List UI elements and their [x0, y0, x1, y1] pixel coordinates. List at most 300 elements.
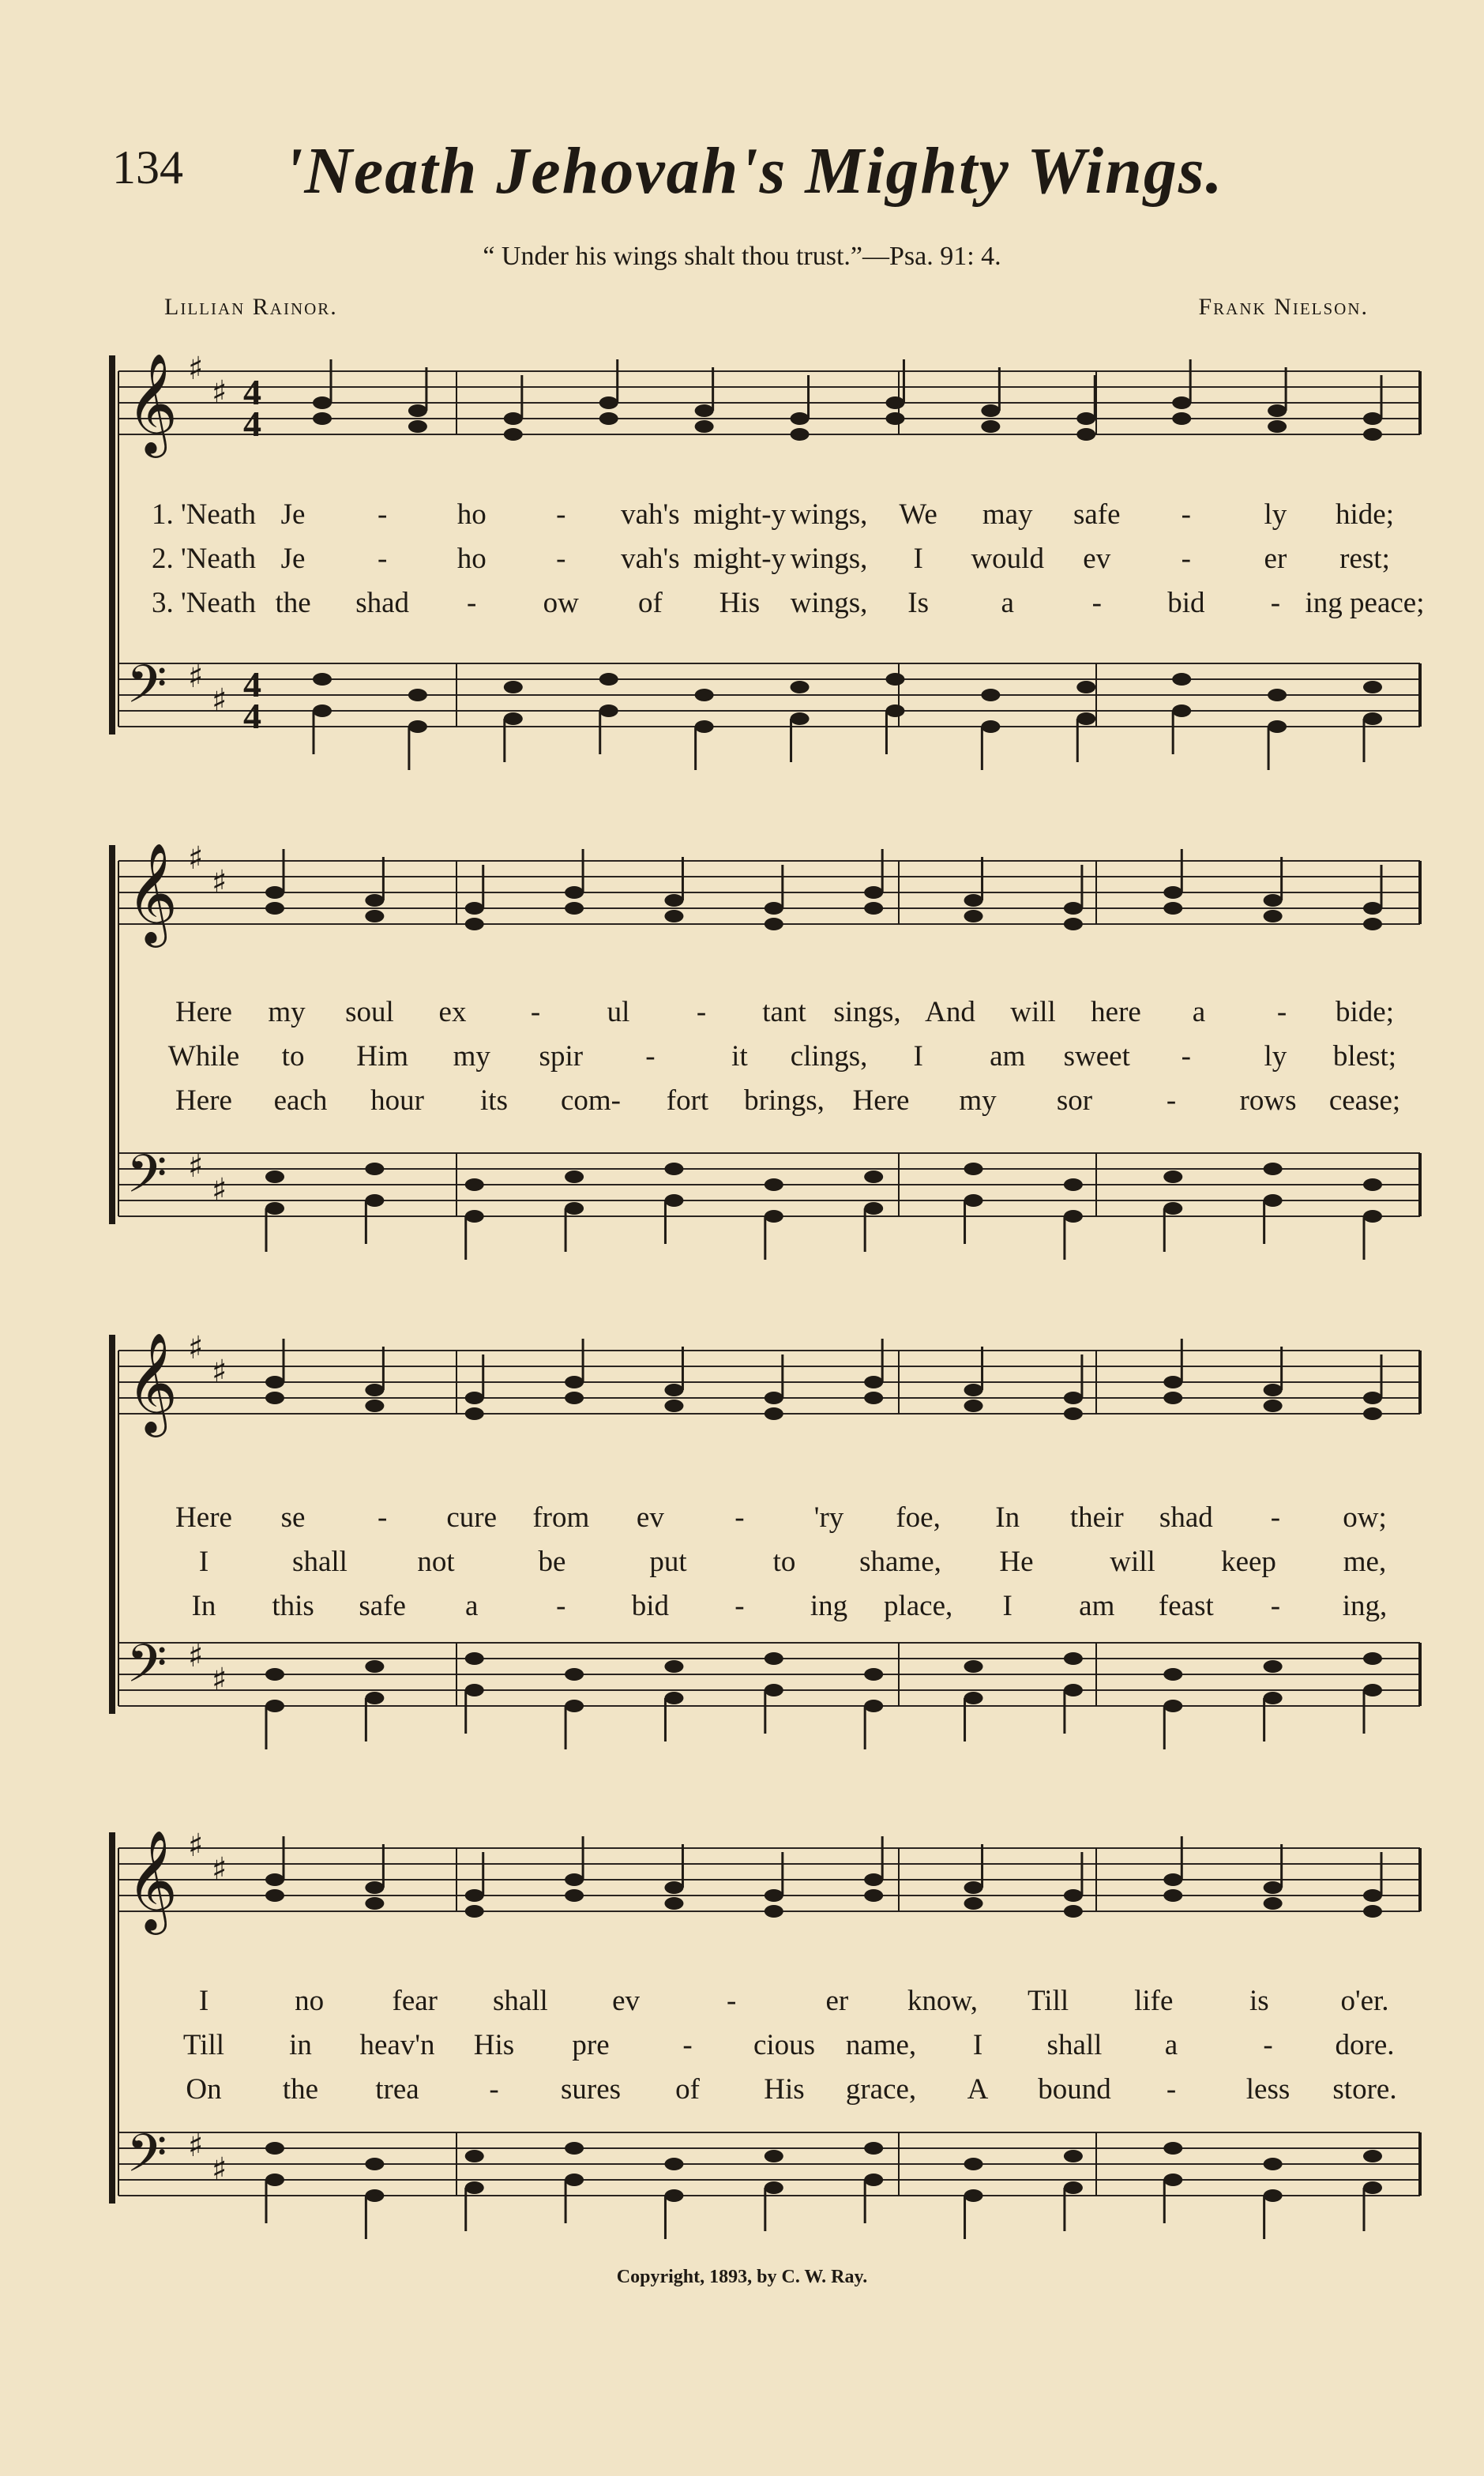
lyric-syllable: sures — [560, 2073, 622, 2106]
note-head — [365, 2158, 384, 2170]
note-head — [1076, 412, 1095, 425]
note-head — [664, 1400, 683, 1412]
lyric-syllable: would — [971, 543, 1044, 575]
sharp-icon: ♯ — [212, 2151, 227, 2188]
note-head — [964, 1660, 983, 1673]
note-head — [265, 902, 284, 915]
lyric-syllable: am — [1079, 1590, 1115, 1622]
lyric-syllable: er — [1264, 543, 1287, 575]
lyric-syllable: cease; — [1328, 1084, 1401, 1117]
lyric-syllable: - — [1181, 498, 1192, 531]
lyric-syllable: er — [825, 1985, 849, 2017]
lyric-syllable: brings, — [744, 1084, 825, 1117]
note-head — [864, 1376, 883, 1388]
note-head — [864, 1873, 883, 1886]
note-head — [1163, 1668, 1182, 1681]
note-head — [981, 404, 1000, 417]
note-head — [465, 1684, 484, 1696]
note-head — [1163, 1202, 1182, 1215]
lyric-syllable: I — [198, 1546, 209, 1578]
lyric-syllable: safe — [1073, 498, 1121, 531]
note-head — [565, 1668, 584, 1681]
lyric-syllable: be — [538, 1546, 566, 1578]
note-head — [265, 1392, 284, 1404]
note-head — [1363, 918, 1382, 930]
lyric-syllable: Here — [175, 1084, 232, 1117]
lyric-syllable: rest; — [1339, 543, 1390, 575]
lyric-syllable: bid — [1167, 587, 1205, 619]
note-head — [504, 712, 523, 725]
sharp-icon: ♯ — [188, 2128, 204, 2164]
sharp-icon: ♯ — [212, 1172, 227, 1208]
lyric-syllable: Je — [280, 543, 306, 575]
lyric-syllable: its — [480, 1084, 508, 1117]
lyric-syllable: se — [280, 1501, 306, 1534]
note-head — [1163, 2142, 1182, 2155]
lyric-syllable: Here — [175, 996, 232, 1028]
lyric-line — [109, 1545, 1428, 1584]
lyric-syllable: 1. 'Neath — [151, 498, 257, 531]
note-head — [1163, 2174, 1182, 2186]
note-head — [1264, 1881, 1283, 1894]
lyric-line — [109, 1589, 1428, 1629]
note-head — [408, 404, 427, 417]
lyric-syllable: - — [727, 1985, 737, 2017]
sharp-icon: ♯ — [188, 1828, 204, 1864]
note-head — [1363, 1905, 1382, 1918]
note-head — [1268, 689, 1287, 701]
note-head — [265, 1889, 284, 1902]
lyric-syllable: - — [377, 498, 388, 531]
note-head — [964, 2158, 983, 2170]
lyric-syllable: a — [1001, 587, 1014, 619]
note-head — [265, 1202, 284, 1215]
lyric-syllable: me, — [1343, 1546, 1387, 1578]
lyric-syllable: clings, — [790, 1040, 868, 1073]
note-head — [1264, 1692, 1283, 1704]
note-head — [265, 2174, 284, 2186]
note-head — [765, 1652, 783, 1665]
note-head — [765, 1392, 783, 1404]
lyric-line — [109, 1084, 1428, 1123]
sharp-icon: ♯ — [188, 351, 204, 387]
lyric-line — [109, 995, 1428, 1035]
lyric-syllable: I — [972, 2029, 983, 2061]
lyric-syllable: ex — [438, 996, 467, 1028]
note-head — [408, 720, 427, 733]
note-head — [1363, 1178, 1382, 1191]
note-head — [664, 1163, 683, 1175]
note-head — [664, 1692, 683, 1704]
note-head — [565, 2142, 584, 2155]
lyric-syllable: - — [1166, 2073, 1177, 2106]
note-head — [664, 2158, 683, 2170]
music-system-3 — [109, 1330, 1428, 1769]
lyric-syllable: We — [899, 498, 937, 531]
lyric-syllable: - — [489, 2073, 499, 2106]
note-head — [1363, 2150, 1382, 2162]
sharp-icon: ♯ — [212, 1354, 227, 1390]
lyric-syllable: shad — [355, 587, 410, 619]
lyric-syllable: sings, — [833, 996, 901, 1028]
note-head — [964, 1897, 983, 1910]
note-head — [1264, 1660, 1283, 1673]
note-head — [365, 910, 384, 922]
lyric-syllable: bide; — [1336, 996, 1394, 1028]
note-head — [1264, 1384, 1283, 1396]
lyric-syllable: heav'n — [359, 2029, 435, 2061]
note-head — [465, 1889, 484, 1902]
note-head — [964, 1194, 983, 1207]
lyric-syllable: it — [731, 1040, 748, 1073]
note-head — [465, 2181, 484, 2194]
note-head — [465, 902, 484, 915]
lyric-syllable: might-y — [693, 498, 787, 531]
note-head — [265, 886, 284, 899]
note-head — [1363, 1652, 1382, 1665]
lyricist-credit: Lillian Rainor. — [164, 294, 338, 320]
lyric-syllable: ing, — [1342, 1590, 1388, 1622]
note-head — [504, 681, 523, 693]
note-head — [1363, 902, 1382, 915]
lyric-syllable: of — [675, 2073, 700, 2106]
lyric-syllable: In — [995, 1501, 1020, 1534]
lyric-syllable: shall — [292, 1546, 348, 1578]
note-head — [565, 902, 584, 915]
note-head — [964, 1881, 983, 1894]
note-head — [1264, 910, 1283, 922]
lyric-syllable: name, — [845, 2029, 917, 2061]
lyric-syllable: soul — [345, 996, 394, 1028]
lyric-syllable: my — [268, 996, 306, 1028]
treble-clef-icon: 𝄞 — [126, 1332, 178, 1433]
lyric-syllable: - — [1270, 1590, 1281, 1622]
lyric-syllable: vah's — [621, 498, 680, 531]
note-head — [1064, 2181, 1083, 2194]
lyric-syllable: of — [637, 587, 663, 619]
lyric-line — [109, 1984, 1428, 2023]
copyright-notice: Copyright, 1893, by C. W. Ray. — [616, 2267, 868, 2287]
note-head — [885, 412, 904, 425]
lyric-syllable: - — [1091, 587, 1102, 619]
note-head — [964, 894, 983, 907]
lyric-syllable: ing peace; — [1305, 587, 1425, 619]
lyric-syllable: - — [467, 587, 477, 619]
lyric-syllable: might-y — [693, 543, 787, 575]
lyric-syllable: Till — [182, 2029, 225, 2061]
note-head — [1363, 681, 1382, 693]
lyric-syllable: wings, — [790, 543, 868, 575]
note-head — [313, 396, 332, 409]
lyric-syllable: ow — [543, 587, 579, 619]
note-head — [1163, 902, 1182, 915]
lyric-syllable: ing — [810, 1590, 848, 1622]
lyric-syllable: a — [1192, 996, 1206, 1028]
note-head — [1076, 428, 1095, 441]
note-head — [1064, 1178, 1083, 1191]
lyric-syllable: - — [1263, 2029, 1273, 2061]
note-head — [265, 1873, 284, 1886]
lyric-syllable: am — [990, 1040, 1026, 1073]
note-head — [864, 2142, 883, 2155]
lyric-syllable: ly — [1264, 498, 1287, 531]
note-head — [365, 1692, 384, 1704]
note-head — [981, 689, 1000, 701]
lyric-syllable: bound — [1038, 2073, 1111, 2106]
lyric-syllable: On — [186, 2073, 222, 2106]
note-head — [864, 1392, 883, 1404]
treble-clef-icon: 𝄞 — [126, 842, 178, 943]
lyric-syllable: put — [649, 1546, 687, 1578]
lyric-syllable: I — [913, 1040, 923, 1073]
note-head — [864, 902, 883, 915]
note-head — [1172, 704, 1191, 717]
note-head — [765, 1407, 783, 1420]
lyric-syllable: Here — [175, 1501, 232, 1534]
lyric-line — [109, 1039, 1428, 1079]
lyric-syllable: His — [473, 2029, 515, 2061]
note-head — [765, 918, 783, 930]
lyric-line — [109, 2072, 1428, 2112]
lyric-syllable: In — [191, 1590, 216, 1622]
lyric-syllable: - — [645, 1040, 656, 1073]
lyric-syllable: - — [1166, 1084, 1177, 1117]
lyric-syllable: shall — [1046, 2029, 1103, 2061]
lyric-syllable: ev — [636, 1501, 664, 1534]
note-head — [1163, 1170, 1182, 1183]
note-head — [1264, 1897, 1283, 1910]
lyric-syllable: tant — [762, 996, 806, 1028]
note-head — [1064, 918, 1083, 930]
lyric-syllable: from — [532, 1501, 590, 1534]
note-head — [504, 428, 523, 441]
lyric-syllable: - — [377, 543, 388, 575]
note-head — [1363, 428, 1382, 441]
note-head — [1268, 404, 1287, 417]
note-head — [1268, 720, 1287, 733]
note-head — [964, 1692, 983, 1704]
lyric-syllable: wings, — [790, 498, 868, 531]
lyric-syllable: He — [999, 1546, 1034, 1578]
note-head — [765, 1889, 783, 1902]
composer-credit: Frank Nielson. — [1198, 294, 1369, 320]
lyric-syllable: Him — [356, 1040, 409, 1073]
note-head — [365, 1660, 384, 1673]
lyric-syllable: 'ry — [813, 1501, 844, 1534]
note-head — [1363, 1392, 1382, 1404]
lyric-syllable: hide; — [1336, 498, 1394, 531]
note-head — [791, 428, 810, 441]
note-head — [1264, 1400, 1283, 1412]
lyric-syllable: grace, — [845, 2073, 917, 2106]
note-head — [365, 1163, 384, 1175]
note-head — [1163, 1873, 1182, 1886]
lyric-syllable: ul — [607, 996, 630, 1028]
lyric-syllable: ev — [612, 1985, 640, 2017]
treble-clef-icon: 𝄞 — [126, 1829, 178, 1930]
note-head — [313, 673, 332, 686]
note-head — [365, 2189, 384, 2202]
note-head — [365, 1400, 384, 1412]
note-head — [1064, 1210, 1083, 1223]
note-head — [981, 720, 1000, 733]
note-head — [765, 2150, 783, 2162]
lyric-syllable: - — [734, 1501, 745, 1534]
note-head — [1163, 1376, 1182, 1388]
note-head — [964, 1384, 983, 1396]
note-head — [864, 1700, 883, 1712]
lyric-syllable: ho — [456, 543, 487, 575]
note-head — [599, 673, 618, 686]
note-head — [1064, 1889, 1083, 1902]
lyric-syllable: safe — [359, 1590, 406, 1622]
lyric-syllable: the — [275, 587, 311, 619]
lyric-line — [109, 498, 1428, 537]
lyric-syllable: my — [959, 1084, 997, 1117]
lyric-syllable: hour — [370, 1084, 424, 1117]
lyric-syllable: - — [556, 543, 566, 575]
lyric-syllable: ow; — [1343, 1501, 1387, 1534]
lyric-syllable: this — [272, 1590, 314, 1622]
time-signature-digit: 4 — [243, 404, 261, 444]
note-head — [964, 1163, 983, 1175]
note-head — [664, 1384, 683, 1396]
note-head — [1064, 1684, 1083, 1696]
note-head — [365, 1897, 384, 1910]
note-head — [365, 1384, 384, 1396]
lyric-syllable: While — [167, 1040, 240, 1073]
lyric-syllable: my — [453, 1040, 490, 1073]
note-head — [1172, 673, 1191, 686]
note-head — [765, 1684, 783, 1696]
lyric-syllable: - — [1181, 1040, 1192, 1073]
note-head — [1264, 894, 1283, 907]
lyric-syllable: life — [1134, 1985, 1174, 2017]
lyric-syllable: Till — [1028, 1985, 1069, 2017]
lyric-syllable: each — [273, 1084, 328, 1117]
note-head — [565, 2174, 584, 2186]
note-head — [864, 1668, 883, 1681]
lyric-syllable: I — [1002, 1590, 1013, 1622]
note-head — [565, 1170, 584, 1183]
note-head — [599, 412, 618, 425]
note-head — [664, 1194, 683, 1207]
lyric-syllable: shall — [492, 1985, 548, 2017]
lyric-syllable: trea — [375, 2073, 419, 2106]
lyric-syllable: - — [696, 996, 707, 1028]
lyric-syllable: feast — [1158, 1590, 1214, 1622]
lyric-syllable: - — [377, 1501, 388, 1534]
lyric-syllable: their — [1069, 1501, 1124, 1534]
treble-clef-icon: 𝄞 — [126, 352, 178, 453]
note-head — [565, 1873, 584, 1886]
note-head — [313, 704, 332, 717]
lyric-syllable: not — [417, 1546, 455, 1578]
bass-clef-icon: 𝄢 — [126, 654, 167, 727]
note-head — [765, 1178, 783, 1191]
note-head — [265, 2142, 284, 2155]
lyric-line — [109, 586, 1428, 626]
note-head — [791, 412, 810, 425]
note-head — [1064, 1407, 1083, 1420]
note-head — [565, 1376, 584, 1388]
sharp-icon: ♯ — [188, 1330, 204, 1366]
lyric-syllable: sor — [1056, 1084, 1093, 1117]
note-head — [964, 2189, 983, 2202]
note-head — [1264, 1194, 1283, 1207]
note-head — [664, 1881, 683, 1894]
bass-clef-icon: 𝄢 — [126, 1633, 167, 1707]
note-head — [365, 1881, 384, 1894]
lyric-syllable: foe, — [896, 1501, 941, 1534]
note-head — [981, 420, 1000, 433]
sharp-icon: ♯ — [188, 1148, 204, 1185]
lyric-syllable: 2. 'Neath — [151, 543, 257, 575]
note-head — [1363, 1889, 1382, 1902]
note-head — [791, 712, 810, 725]
lyric-syllable: A — [967, 2073, 989, 2106]
music-system-4 — [109, 1828, 1428, 2251]
note-head — [1076, 681, 1095, 693]
lyric-syllable: may — [982, 498, 1033, 531]
sharp-icon: ♯ — [212, 1662, 227, 1698]
note-head — [465, 1652, 484, 1665]
note-head — [765, 902, 783, 915]
time-signature-digit: 4 — [243, 696, 261, 736]
lyric-syllable: cious — [753, 2029, 816, 2061]
note-head — [664, 2189, 683, 2202]
note-head — [695, 720, 714, 733]
note-head — [465, 918, 484, 930]
note-head — [1064, 1652, 1083, 1665]
sharp-icon: ♯ — [188, 1638, 204, 1674]
lyric-syllable: no — [295, 1985, 325, 2017]
lyric-syllable: vah's — [621, 543, 680, 575]
note-head — [504, 412, 523, 425]
note-head — [765, 1905, 783, 1918]
lyric-syllable: ho — [456, 498, 487, 531]
note-head — [1172, 412, 1191, 425]
time-signature-digit: 4 — [243, 664, 261, 704]
lyric-syllable: His — [719, 587, 761, 619]
note-head — [695, 404, 714, 417]
lyric-line — [109, 1501, 1428, 1540]
lyric-syllable: - — [530, 996, 541, 1028]
lyric-syllable: a — [465, 1590, 479, 1622]
note-head — [565, 1202, 584, 1215]
note-head — [265, 1170, 284, 1183]
bass-clef-icon: 𝄢 — [126, 1144, 167, 1217]
note-head — [1163, 886, 1182, 899]
lyric-syllable: sweet — [1063, 1040, 1130, 1073]
note-head — [565, 1889, 584, 1902]
page-number: 134 — [112, 141, 183, 193]
note-head — [864, 1889, 883, 1902]
lyric-syllable: to — [772, 1546, 796, 1578]
note-head — [1268, 420, 1287, 433]
sharp-icon: ♯ — [212, 374, 227, 411]
note-head — [465, 2150, 484, 2162]
note-head — [565, 1700, 584, 1712]
note-head — [664, 910, 683, 922]
note-head — [1064, 1905, 1083, 1918]
note-head — [864, 886, 883, 899]
note-head — [664, 1897, 683, 1910]
note-head — [885, 396, 904, 409]
note-head — [1064, 2150, 1083, 2162]
note-head — [365, 1194, 384, 1207]
note-head — [1064, 902, 1083, 915]
